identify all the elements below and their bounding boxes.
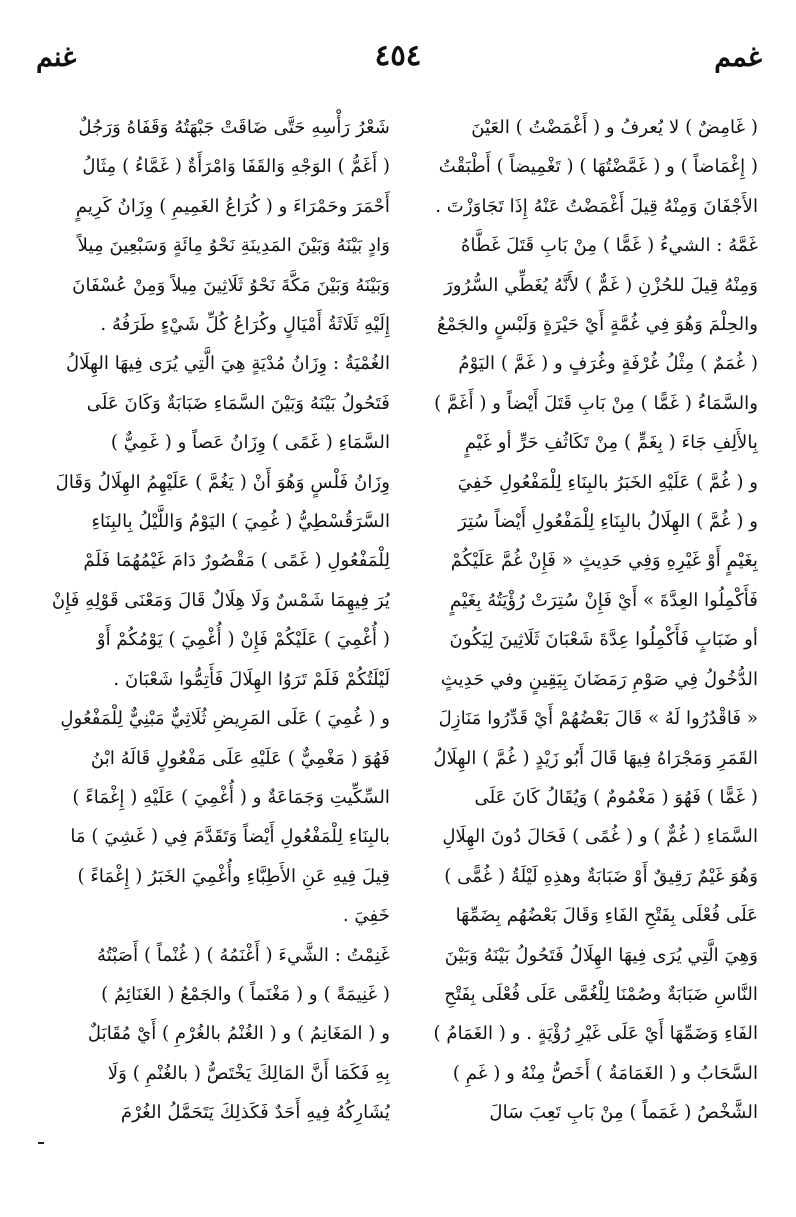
- text-line: غَمَّهُ : الشيءُ ( غَمًّا ) مِنْ بَابِ قَتَلَ غَطَّاهُ: [461, 235, 758, 257]
- text-line: عَلَى فُعْلَى بِفَتْحِ الفَاءِ وَقَالَ بَعْضُهُم بِضَمِّهَا: [455, 905, 758, 927]
- text-line: ( أَغَمُّ ) الوَجْهِ وَالقَفَا وَامْرَأَةٌ ( غَمَّاءُ ) مِثَالُ: [82, 156, 390, 178]
- text-line: بِهِ فَكَمَا أَنَّ المَالِكَ يَخْتَصُّ ( بالغُنْمِ ) وَلَا: [107, 1062, 390, 1084]
- text-line: قِيلَ فِيهِ عَنِ الأَطِبَّاءِ وأُغْمِيَ الخَبَرُ ( إِغْمَاءً ): [77, 865, 390, 887]
- text-line: النَّاسِ ضَبَابَةٌ وصُمْنَا لِلْغُمَّى عَلَى فُعْلَى بِفَتْحِ: [444, 983, 758, 1005]
- text-line: و ( غُمِيَ ) عَلَى المَرِيضِ ثُلَاثِيٌّ مَبْنِيٌّ لِلْمَفْعُولِ: [60, 708, 390, 730]
- left-column: [32, 108, 390, 1168]
- running-headword-left: غنم: [36, 42, 77, 73]
- text-line: أَحْمَرَ وحَمْرَاءَ و ( كُرَاعُ الغَمِيمِ ) وِزَانُ كَرِيمٍ: [75, 195, 390, 217]
- text-line: بِالأَلِفِ جَاءَ ( بِغَمٍّ ) مِنْ تَكَاثُفِ حَرٍّ أو غَيْمٍ: [464, 432, 758, 454]
- text-line: السَّرَقُسْطِيُّ ( غُمِيَ ) اليَوْمُ وَاللَّيْلُ بِالبِنَاءِ: [91, 511, 390, 533]
- text-line: الدُّخُولُ فِي صَوْمِ رَمَضَانَ بِيَقِينٍ وفي حَدِيثٍ: [440, 668, 758, 690]
- text-line: شَعْرُ رَأْسِهِ حَتَّى ضَاقَتْ جَبْهَتُهُ وَقَفَاهُ وَرَجُلٌ: [78, 117, 390, 138]
- text-line: الأَجْفَانَ وَمِنْهُ قِيلَ أَغْمَضْتُ عَنْهُ إِذَا تَجَاوَزْتَ .: [435, 195, 758, 217]
- text-line: ( غَنِيمَةً ) و ( مَغْنَماً ) والجَمْعُ ( الغَنَائِمُ ): [101, 983, 390, 1005]
- text-line: ( غُمَمٌ ) مِثْلُ غُرْفَةٍ وغُرَفٍ و ( غَمَّ ) اليَوْمُ: [458, 353, 758, 375]
- text-line: الغُمْيَةُ : وِزَانُ مُدْيَةٍ هِيَ الَّتِي يُرَى فِيهَا الهِلَالُ: [65, 353, 390, 375]
- text-line: ( غَامِضٌ ) لا يُعرفُ و ( أَغْمَضْتُ ) العَيْنَ: [471, 117, 758, 138]
- page-number: ٤٥٤: [374, 38, 422, 72]
- text-line: والحِلْمَ وَهُوَ فِي غُمَّةٍ أَيْ حَيْرَةٍ وَلَبْسٍ والجَمْعُ: [436, 314, 758, 336]
- text-line: خَفِيَ .: [342, 905, 390, 927]
- text-line: بِغَيْمٍ أَوْ غَيْرِهِ وَفِي حَدِيثٍ « فَإِنْ غُمَّ عَلَيْكُمْ: [450, 550, 758, 572]
- text-line: وَهِيَ الَّتِي يُرَى فِيهَا الهِلَالُ فَتَحُولُ بَيْنَهُ وَبَيْنَ: [444, 944, 758, 966]
- text-line: الشَّخْصُ ( غَمَماً ) مِنْ بَابِ تَعِبَ سَالَ: [489, 1102, 758, 1124]
- right-column: [400, 108, 758, 1168]
- text-line: وَبَيْنَهُ وَبَيْنَ مَكَّةَ نَحْوُ ثَلَاثِينَ مِيلاً وَمِنْ عُسْفَانَ: [72, 274, 390, 296]
- text-line: يُشَارِكُهُ فِيهِ أَحَدٌ فَكَذلِكَ يَتَحَمَّلُ الغُرْمَ: [120, 1102, 390, 1124]
- text-line: والسَّمَاءُ ( غَمًّا ) مِنْ بَابِ قَتَلَ أَيْضاً و ( أَغَمَّ ): [434, 392, 758, 414]
- text-line: القَمَرِ وَمَجْرَاهُ فِيهَا قَالَ أَبُو زَيْدٍ ( غُمَّ ) الهِلَالُ: [433, 747, 758, 769]
- text-line: « فَاقْدُرُوا لَهُ » قَالَ بَعْضُهُمْ أَيْ قَدِّرُوا مَنَازِلَ: [438, 708, 758, 730]
- text-line: إِلَيْهِ ثَلَاثَةُ أَمْيَالٍ وكُرَاعُ كُلِّ شَيْءٍ طَرَفُهُ .: [100, 314, 390, 336]
- text-line: السَّحَابُ و ( الغَمَامَةُ ) أَخَصُّ مِنْهُ و ( غَمِ ): [452, 1062, 758, 1084]
- text-line: و ( غُمَّ ) عَلَيْهِ الخَبَرُ بالبِنَاءِ لِلْمَفْعُولِ خَفِيَ: [457, 471, 758, 493]
- text-line: السَّمَاءِ ( غُمٌّ ) و ( غُمًى ) فَحَالَ دُونَ الهِلَالِ: [442, 826, 758, 848]
- text-line: بالبِنَاءِ لِلْمَفْعُولِ أَيْضاً وَتَقَدَّمَ فِي ( غَشِيَ ) مَا: [70, 826, 390, 848]
- text-line: فَهُوَ ( مَغْمِيٌّ ) عَلَيْهِ عَلَى مَفْعُولٍ قَالَهُ ابْنُ: [90, 747, 390, 769]
- text-line: و ( المَغَانِمُ ) و ( الغُنْمُ بالغُرْمِ ) أَيْ مُقَابَلٌ: [87, 1023, 390, 1045]
- text-line: غَنِمْتُ : الشَّيءَ ( أَغْنَمُهُ ) ( غُنْماً ) أَصَبْتُهُ: [96, 944, 390, 966]
- text-line: السَّمَاءِ ( غَمًى ) وِزَانُ عَصاً و ( غَمِيٌّ ): [110, 432, 390, 454]
- running-headword-right: غمم: [714, 42, 762, 73]
- text-line: فَتَحُولُ بَيْنَهُ وَبَيْنَ السَّمَاءِ ضَبَابَةٌ وَكَانَ عَلَى: [86, 392, 390, 414]
- page-mark: [38, 1142, 44, 1144]
- text-line: ( غَمًّا ) فَهُوَ ( مَغْمُومٌ ) وَيُقَالُ كَانَ عَلَى: [474, 786, 758, 808]
- text-line: الفَاءِ وَضَمِّهَا أَيْ عَلَى غَيْرِ رُؤْيَةٍ . و ( الغَمَامُ ): [433, 1023, 758, 1045]
- text-line: أو ضَبَابٍ فَأَكْمِلُوا عِدَّةَ شَعْبَانَ ثَلَاثِينَ لِيَكُونَ: [449, 629, 758, 651]
- text-line: و ( غُمَّ ) الهِلَالُ بالبِنَاءِ لِلْمَفْعُولِ أَيْضاً سُتِرَ: [458, 511, 758, 533]
- text-line: وِزَانُ فَلْسٍ وَهُوَ أَنْ ( يَغُمَّ ) عَلَيْهِمُ الهِلَالُ وَقَالَ: [55, 471, 390, 493]
- text-line: لَيْلَتُكُمْ فَلَمْ تَرَوُا الهِلَالَ فَأَتِمُّوا شَعْبَانَ .: [113, 668, 390, 690]
- text-line: ( إِغْمَاضاً ) و ( غَمَّضْتُهَا ) ( تَغْمِيضاً ) أَطْبَقْتُ: [438, 156, 758, 178]
- text-line: لِلْمَفْعُولِ ( غَمًى ) مَقْصُورٌ دَامَ غَيْمُهُمَا فَلَمْ: [83, 550, 390, 572]
- text-line: وَهُوَ غَيْمٌ رَقِيقٌ أَوْ ضَبَابَةٌ وهذِهِ لَيْلَةُ ( غُمًّى ): [444, 865, 758, 887]
- page-header: [30, 38, 766, 86]
- text-line: وَادٍ بَيْنَهُ وَبَيْنَ المَدِينَةِ نَحْوُ مِائَةٍ وَسَبْعِينَ مِيلاً: [77, 235, 390, 257]
- text-line: السِّكِّيتِ وَجَمَاعَةٌ و ( أُغْمِيَ ) عَلَيْهِ ( إِغْمَاءً ): [72, 786, 390, 808]
- text-line: ( أُغْمِيَ ) عَلَيْكُمْ فَإِنْ ( أُغْمِيَ ) يَوْمُكُمْ أَوْ: [96, 629, 390, 651]
- text-line: وَمِنْهُ قِيلَ للحُزْنِ ( غَمٌّ ) لأَنَّهُ يُغَطِّي السُّرُورَ: [444, 274, 758, 296]
- text-line: يُرَ فِيهِمَا شَمْسٌ وَلَا هِلَالٌ قَالَ وَمَعْنَى قَوْلِهِ فَإِنْ: [51, 589, 390, 611]
- text-line: فَأَكْمِلُوا العِدَّةَ » أَيْ فَإِنْ سُتِرَتْ رُؤْيَتُهُ بِغَيْمٍ: [450, 589, 758, 611]
